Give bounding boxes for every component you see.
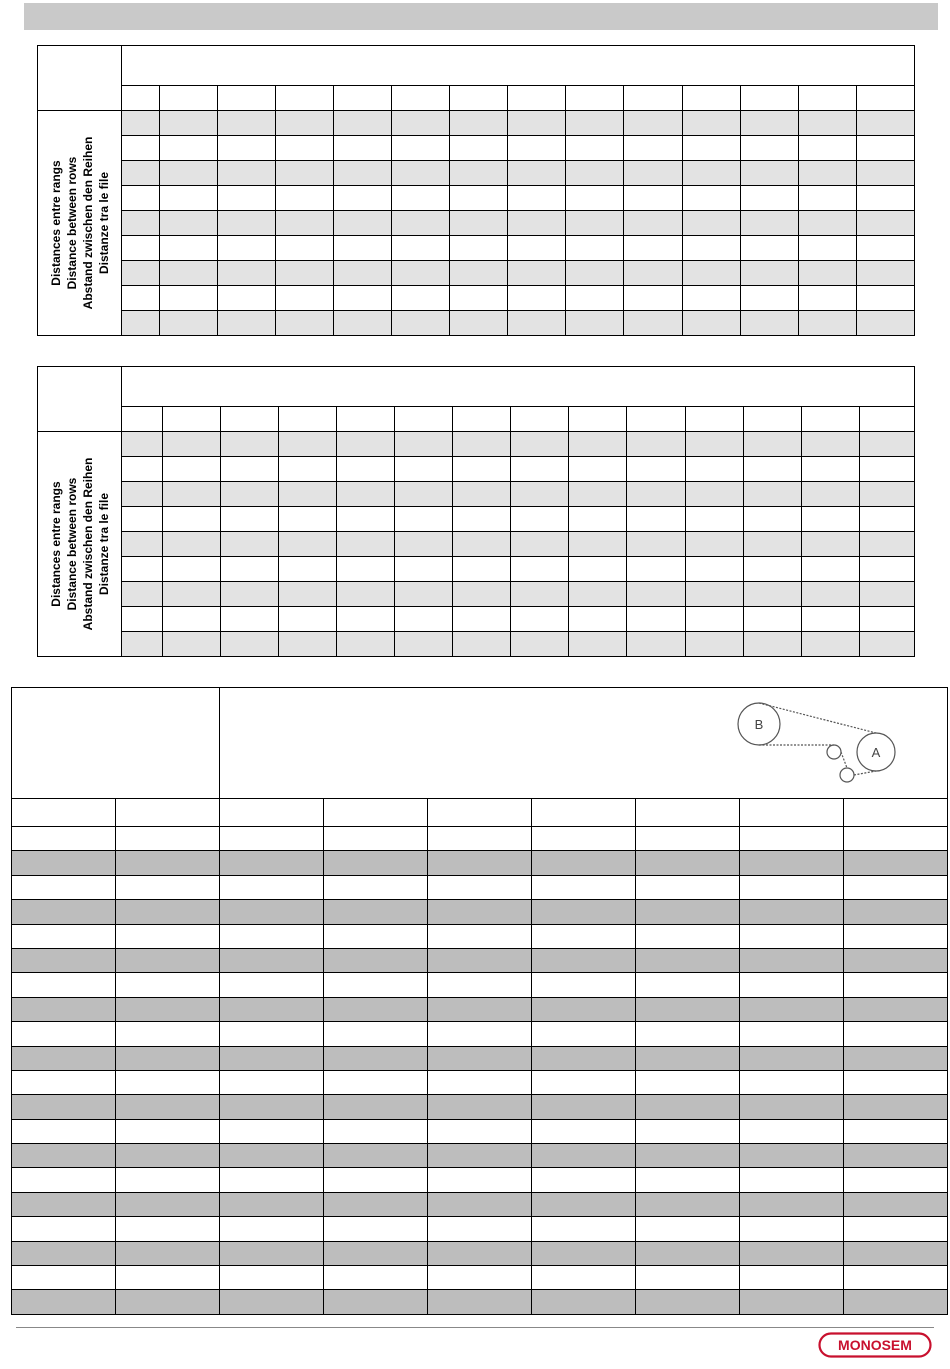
column-header-row: [38, 407, 915, 432]
table-row: [38, 457, 915, 482]
table-row: [12, 1095, 948, 1119]
table-row: [12, 1290, 948, 1314]
table-row: [38, 211, 915, 236]
row-distance-label: Distances entre rangs Distance between rows Abstand zwischen den Reihen Distanze tra le file: [38, 111, 122, 336]
idler-upper-circle: [827, 745, 841, 759]
table-row: [12, 851, 948, 875]
table-row: [12, 1241, 948, 1265]
table-row: [38, 186, 915, 211]
column-header-row: [38, 86, 915, 111]
table-row: [12, 1119, 948, 1143]
row-distance-label: Distances entre rangs Distance between rows Abstand zwischen den Reihen Distanze tra le file: [38, 432, 122, 657]
table-row: [38, 432, 915, 457]
seed-table-2: [37, 366, 915, 657]
table-row: [12, 924, 948, 948]
table-row: [38, 582, 915, 607]
table-row: [12, 948, 948, 972]
table-row: [38, 161, 915, 186]
svg-text:MONOSEM: MONOSEM: [838, 1337, 912, 1353]
table-row: [12, 973, 948, 997]
table-row: [12, 1022, 948, 1046]
table-row: [12, 1168, 948, 1192]
table-row: [38, 532, 915, 557]
ratio-column-header-row: [12, 799, 948, 827]
table-row: [38, 507, 915, 532]
table-row: [12, 1266, 948, 1290]
table-row: [38, 286, 915, 311]
table-row: [38, 136, 915, 161]
table-row: [38, 236, 915, 261]
table-row: [38, 557, 915, 582]
monosem-logo: [818, 1332, 932, 1358]
table-row: [38, 311, 915, 336]
corner-cell: [38, 367, 122, 432]
table-row: [12, 827, 948, 851]
table-row: [12, 1217, 948, 1241]
corner-cell: [38, 46, 122, 111]
ratio-header-left: [12, 688, 220, 799]
footer-divider: [16, 1327, 934, 1328]
sprocket-a-label: A: [871, 745, 881, 760]
idler-lower-circle: [840, 768, 854, 782]
table-row: [12, 875, 948, 899]
table-row: [38, 261, 915, 286]
table-row: [12, 1192, 948, 1216]
table-row: [12, 997, 948, 1021]
header-title-cell: [122, 367, 915, 407]
header-bar: [24, 3, 938, 30]
sprocket-b-label: B: [754, 717, 764, 732]
table-row: [38, 482, 915, 507]
table-row: [12, 1144, 948, 1168]
table-row: [38, 632, 915, 657]
table-row: [12, 1070, 948, 1094]
table-row: [38, 607, 915, 632]
seed-table-1: [37, 45, 915, 336]
sprocket-diagram: [733, 700, 903, 788]
table-row: [12, 900, 948, 924]
table-row: [38, 111, 915, 136]
header-title-cell: [122, 46, 915, 86]
table-row: [12, 1046, 948, 1070]
